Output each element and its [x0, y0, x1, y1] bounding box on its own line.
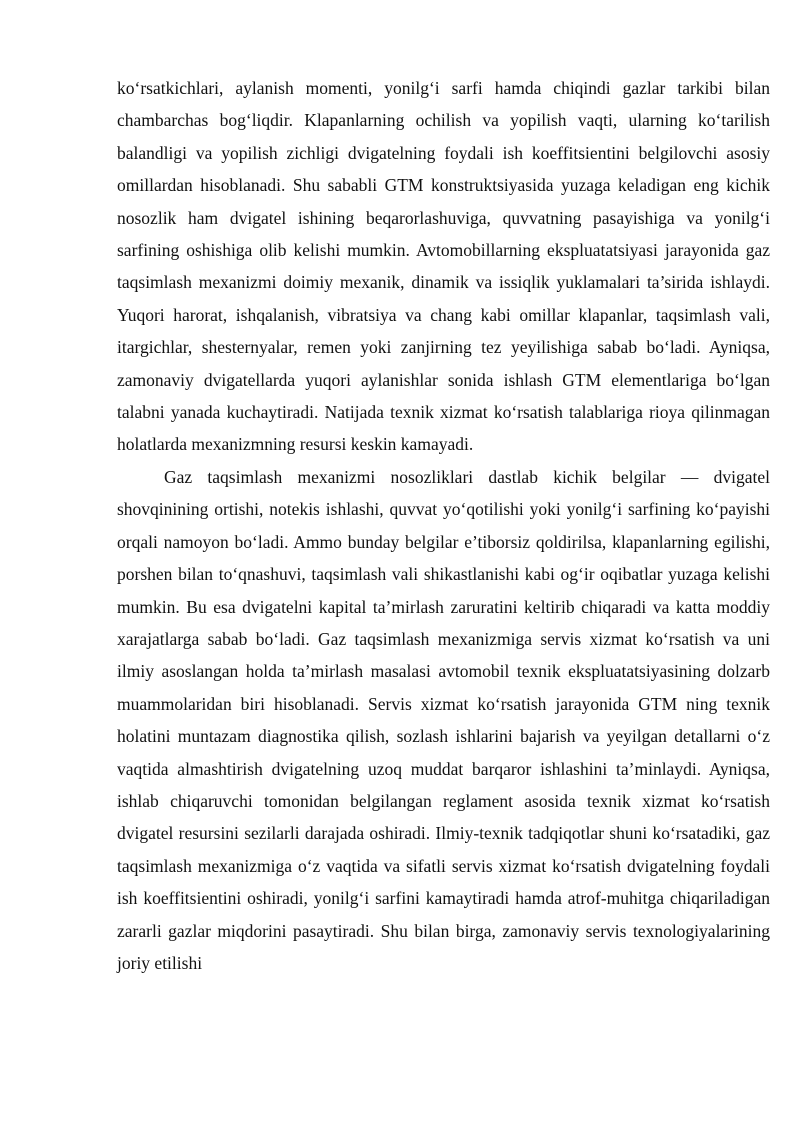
document-page [117, 72, 770, 979]
paragraph-continuation: ko‘rsatkichlari, aylanish momenti, yonilg‘i sarfi hamda chiqindi gazlar tarkibi bilan chambarchas bog‘liqdir. Klapanlarning ochilish va yopilish vaqti, ularning ko‘tarilish balandligi va yopilish zichligi dvigatelning foydali ish koeffitsientini belgilovchi asosiy omillardan hisoblanadi. Shu sababli GTM konstruktsiyasida yuzaga keladigan eng kichik nosozlik ham dvigatel ishining beqarorlashuviga, quvvatning pasayishiga va yonilg‘i sarfining oshishiga olib kelishi mumkin. Avtomobillarning ekspluatatsiyasi jarayonida gaz taqsimlash mexanizmi doimiy mexanik, dinamik va issiqlik yuklamalari ta’sirida ishlaydi. Yuqori harorat, ishqalanish, vibratsiya va chang kabi omillar klapanlar, taqsimlash vali, itargichlar, shesternyalar, remen yoki zanjirning tez yeyilishiga sabab bo‘ladi. Ayniqsa, zamonaviy dvigatellarda yuqori aylanishlar sonida ishlash GTM elementlariga bo‘lgan talabni yanada kuchaytiradi. Natijada texnik xizmat ko‘rsatish talablariga rioya qilinmagan holatlarda mexanizmning resursi keskin kamayadi. [117, 78, 770, 455]
paragraph-gtm-faults: Gaz taqsimlash mexanizmi nosozliklari dastlab kichik belgilar — dvigatel shovqinining ortishi, notekis ishlashi, quvvat yo‘qotilishi yoki yonilg‘i sarfining ko‘payishi orqali namoyon bo‘ladi. Ammo bunday belgilar e’tiborsiz qoldirilsa, klapanlarning egilishi, porshen bilan to‘qnashuvi, taqsimlash vali shikastlanishi kabi og‘ir oqibatlar yuzaga kelishi mumkin. Bu esa dvigatelni kapital ta’mirlash zaruratini keltirib chiqaradi va katta moddiy xarajatlarga sabab bo‘ladi. Gaz taqsimlash mexanizmiga servis xizmat ko‘rsatish va uni ilmiy asoslangan holda ta’mirlash masalasi avtomobil texnik ekspluatatsiyasining dolzarb muammolaridan biri hisoblanadi. Servis xizmat ko‘rsatish jarayonida GTM ning texnik holatini muntazam diagnostika qilish, sozlash ishlarini bajarish va yeyilgan detallarni o‘z vaqtida almashtirish dvigatelning uzoq muddat barqaror ishlashini ta’minlaydi. Ayniqsa, ishlab chiqaruvchi tomonidan belgilangan reglament asosida texnik xizmat ko‘rsatish dvigatel resursini sezilarli darajada oshiradi. Ilmiy-texnik tadqiqotlar shuni ko‘rsatadiki, gaz taqsimlash mexanizmiga o‘z vaqtida va sifatli servis xizmat ko‘rsatish dvigatelning foydali ish koeffitsientini oshiradi, yonilg‘i sarfini kamaytiradi hamda atrof-muhitga chiqariladigan zararli gazlar miqdorini pasaytiradi. Shu bilan birga, zamonaviy servis texnologiyalarining joriy etilishi [117, 466, 770, 973]
